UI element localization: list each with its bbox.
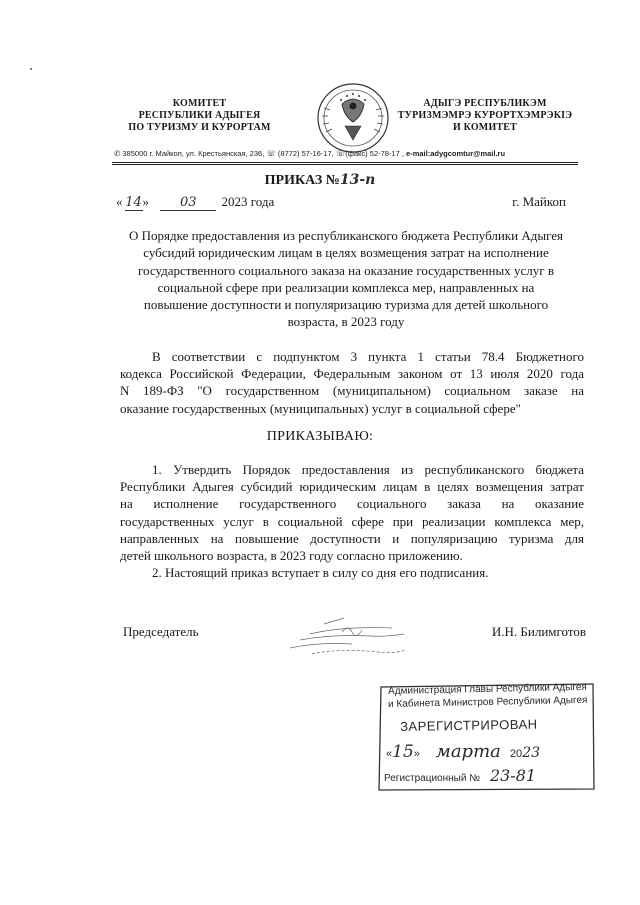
handwritten-signature: [282, 610, 422, 662]
item-2-line: 2. Настоящий приказ вступает в силу со дня его подписания.: [152, 565, 489, 580]
header-divider: [112, 162, 578, 163]
stamp-year-suffix: 23: [522, 745, 541, 761]
subject-line: возраста, в 2023 году: [287, 314, 405, 330]
item-2-paragraph: [120, 564, 584, 581]
header-left-line: КОМИТЕТ: [172, 98, 227, 109]
item-1-line: направленных на повышение доступности и популяризацию туризма для: [120, 530, 584, 546]
header-right-line: И КОМИТЕТ: [452, 122, 518, 133]
stamp-line-2: и Кабинета Министров Республики Адыгея: [388, 694, 588, 710]
registration-stamp: [378, 683, 596, 791]
signer-name: И.Н. Билимготов: [491, 624, 586, 639]
stamp-month: марта: [435, 741, 501, 762]
contact-phone: (8772) 57-16-17,: [277, 149, 334, 158]
preamble-paragraph: [120, 348, 584, 417]
date-month: 03: [160, 195, 216, 211]
stamp-reg-number: 23-81: [489, 766, 537, 785]
order-title-prefix: ПРИКАЗ №: [264, 173, 340, 188]
contact-fax: (факс) 52-78-17 ,: [345, 149, 404, 158]
header-left-block: [112, 98, 287, 134]
scan-speck: [30, 68, 32, 70]
contact-email: e-mail:adygcomtur@mail.ru: [406, 149, 506, 158]
coat-of-arms-icon: [315, 82, 391, 154]
header-right-line: АДЫГЭ РЕСПУБЛИКЭМ: [423, 98, 547, 109]
address-icon: ✆: [114, 149, 121, 158]
date-close-quote: »: [142, 194, 149, 209]
order-title: [0, 172, 640, 189]
stamp-reg-label: Регистрационный №: [384, 773, 480, 784]
order-number: 13-п: [339, 172, 376, 188]
date-year: 2023 года: [221, 194, 275, 209]
signer-position: Председатель: [123, 624, 199, 639]
item-1-line: детей школьного возраста, в 2023 году согласно приложению.: [120, 548, 463, 564]
date-open-quote: «: [116, 194, 123, 209]
item-1-line: государственных услуг в социальной сфере при реализации комплекса мер,: [120, 513, 584, 529]
order-directive: ПРИКАЗЫВАЮ:: [266, 429, 374, 444]
item-1-line: на исполнение государственного социального заказа на оказание: [120, 496, 584, 512]
subject-line: социальной сфере при реализации комплекса мер, направленных на: [157, 279, 535, 295]
preamble-line: оказание государственных (муниципальных) услуг в социальной сфере": [120, 400, 521, 416]
stamp-date: [386, 741, 540, 762]
header-right-line: ТУРИЗМЭМРЭ КУРОРТХЭМРЭКIЭ: [397, 110, 573, 121]
city: г. Майкоп: [512, 194, 566, 209]
subject-line: государственного социального заказа на оказание государственных услуг в: [138, 262, 554, 278]
header-left-line: РЕСПУБЛИКИ АДЫГЕЯ: [138, 110, 261, 121]
stamp-registration: [384, 766, 536, 785]
preamble-line: В соответствии с подпунктом 3 пункта 1 статьи 78.4 Бюджетного: [152, 349, 584, 364]
preamble-line: кодекса Российской Федерации, Федеральным законом от 13 июля 2020 года: [120, 366, 584, 382]
stamp-close-quote: »: [413, 748, 420, 760]
header-divider: [112, 164, 578, 165]
item-1-line: 1. Утвердить Порядок предоставления из республиканского бюджета: [152, 462, 584, 477]
stamp-open-quote: «: [386, 748, 393, 760]
phone-icon: ☏: [266, 149, 276, 158]
fax-icon: ☏: [335, 149, 346, 158]
date-day: 14: [125, 195, 142, 210]
header-left-line: ПО ТУРИЗМУ И КУРОРТАМ: [128, 122, 271, 133]
stamp-year-prefix: 20: [509, 748, 523, 760]
order-date: [116, 194, 274, 211]
subject-line: субсидий юридическим лицам в целях возмещения затрат на исполнение: [143, 245, 549, 261]
stamp-registered: ЗАРЕГИСТРИРОВАН: [400, 716, 538, 734]
preamble-line: N 189-ФЗ "О государственном (муниципальном) социальном заказе на: [120, 383, 584, 399]
subject-line: повышение доступности и популяризацию туризма для детей школьного: [143, 297, 549, 313]
subject-line: О Порядке предоставления из республиканского бюджета Республики Адыгея: [129, 228, 563, 243]
order-subject: [104, 227, 588, 331]
contact-line: [114, 149, 574, 158]
contact-address: 385000 г. Майкоп, ул. Крестьянская, 236,: [122, 149, 265, 158]
item-1-line: Республики Адыгея субсидий юридическим лицам в целях возмещения затрат: [120, 479, 584, 495]
header-right-block: [390, 98, 580, 134]
item-1-paragraph: [120, 461, 584, 564]
stamp-day: 15: [392, 742, 414, 762]
stamp-line-1: Администрация Главы Республики Адыгея: [388, 681, 587, 697]
